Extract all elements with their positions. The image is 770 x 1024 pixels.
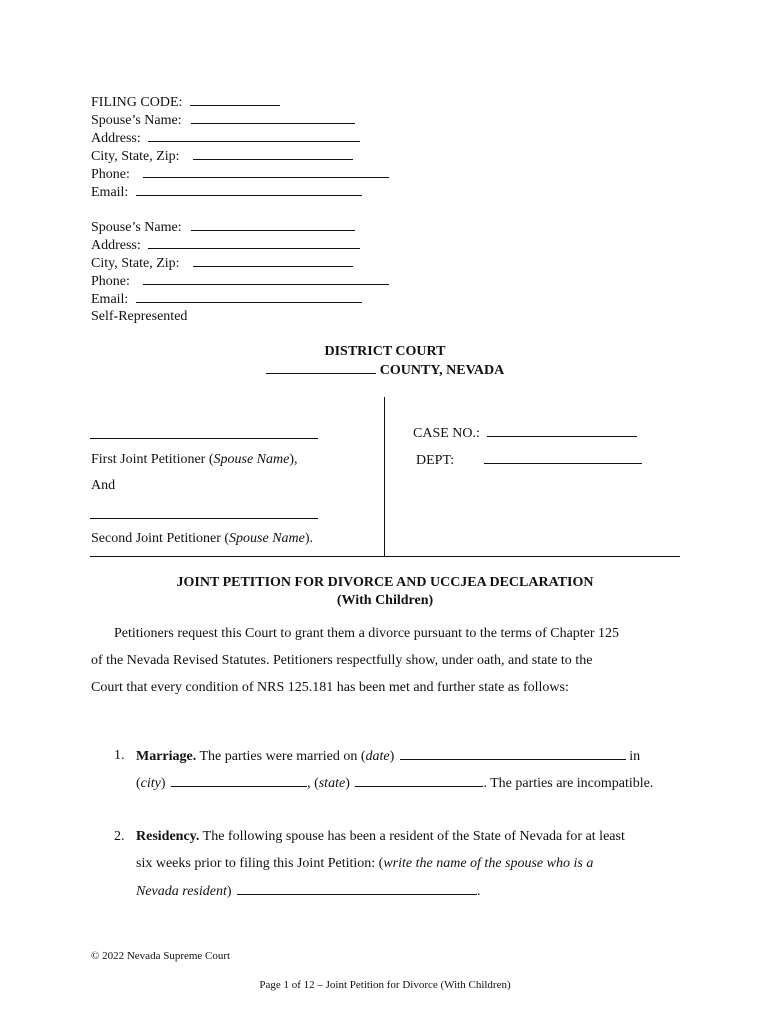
marriage-date-blank[interactable]	[400, 747, 626, 760]
residency-text-2: six weeks prior to filing this Joint Petition: (	[136, 856, 384, 871]
document-subtitle: (With Children)	[336, 593, 434, 608]
dept-line	[416, 451, 642, 470]
spouse1-email-blank[interactable]	[136, 183, 362, 196]
intro-line-2: of the Nevada Revised Statutes. Petitioners respectfully show, under oath, and state to the	[91, 653, 593, 668]
spouse1-city-label: City, State, Zip:	[91, 149, 180, 164]
marriage-state-open: , (	[307, 776, 319, 791]
spouse1-phone-label: Phone:	[91, 167, 130, 182]
marriage-text: The parties were married on (	[199, 749, 366, 764]
spouse1-name-line	[91, 111, 355, 130]
marriage-state-hint: state	[318, 776, 346, 791]
spouse2-name-blank[interactable]	[191, 218, 355, 231]
marriage-city-hint: city	[140, 776, 161, 791]
case-no-label: CASE NO.:	[413, 426, 480, 441]
dept-label: DEPT:	[416, 453, 455, 468]
document-title: JOINT PETITION FOR DIVORCE AND UCCJEA DECLARATION	[176, 575, 594, 590]
residency-line-2	[136, 855, 593, 873]
residency-line-1	[136, 828, 625, 846]
spouse2-city-label: City, State, Zip:	[91, 256, 180, 271]
court-title: DISTRICT COURT	[324, 344, 446, 359]
case-no-blank[interactable]	[487, 424, 637, 437]
first-petitioner-suffix: ),	[289, 452, 298, 467]
county-blank[interactable]	[266, 361, 376, 374]
residency-hint-close: )	[226, 884, 232, 899]
intro-line-1: Petitioners request this Court to grant them a divorce pursuant to the terms of Chapter 125	[114, 626, 620, 641]
spouse1-phone-line	[91, 165, 389, 184]
first-petitioner-label	[91, 451, 298, 469]
spouse1-city-line	[91, 147, 353, 166]
marriage-line-1	[136, 747, 640, 766]
spouse2-city-line	[91, 254, 353, 273]
second-petitioner-blank[interactable]	[90, 518, 318, 519]
court-county-label: COUNTY, NEVADA	[379, 363, 505, 378]
marriage-city-open: (	[136, 776, 141, 791]
self-represented: Self-Represented	[91, 309, 188, 324]
residency-name-blank[interactable]	[237, 882, 477, 895]
second-petitioner-text: Second Joint Petitioner (	[91, 531, 230, 546]
marriage-number: 1.	[114, 748, 125, 763]
marriage-line-2	[136, 774, 653, 793]
filing-code-label: FILING CODE:	[91, 95, 183, 110]
marriage-in-word: in	[629, 749, 641, 764]
caption-divider-vertical	[384, 397, 385, 556]
filing-code-line	[91, 93, 280, 112]
spouse2-phone-blank[interactable]	[143, 272, 389, 285]
caption-divider-horizontal	[90, 556, 680, 557]
spouse1-address-label: Address:	[91, 131, 141, 146]
dept-blank[interactable]	[484, 451, 642, 464]
spouse2-email-label: Email:	[91, 292, 129, 307]
marriage-city-close: )	[160, 776, 166, 791]
first-spouse-name-hint: Spouse Name	[213, 452, 290, 467]
marriage-date-close: )	[389, 749, 395, 764]
marriage-state-close: )	[345, 776, 350, 791]
footer-copyright: © 2022 Nevada Supreme Court	[91, 950, 231, 962]
spouse1-city-blank[interactable]	[193, 147, 353, 160]
residency-heading: Residency.	[136, 829, 200, 844]
spouse2-address-label: Address:	[91, 238, 141, 253]
court-county-line	[0, 361, 770, 380]
spouse2-phone-label: Phone:	[91, 274, 130, 289]
spouse1-name-blank[interactable]	[191, 111, 355, 124]
spouse2-name-label: Spouse’s Name:	[91, 220, 182, 235]
spouse2-city-blank[interactable]	[193, 254, 353, 267]
first-petitioner-text: First Joint Petitioner (	[91, 452, 214, 467]
marriage-incompatible-text: . The parties are incompatible.	[483, 776, 654, 791]
residency-hint-1: write the name of the spouse who is a	[383, 856, 594, 871]
spouse2-address-blank[interactable]	[148, 236, 360, 249]
first-petitioner-blank[interactable]	[90, 438, 318, 439]
footer-page-number: Page 1 of 12 – Joint Petition for Divorce (With Children)	[259, 979, 511, 991]
spouse2-address-line	[91, 236, 360, 255]
residency-line-3	[136, 882, 481, 901]
spouse1-email-label: Email:	[91, 185, 129, 200]
marriage-state-blank[interactable]	[355, 774, 483, 787]
and-label: And	[91, 478, 116, 493]
spouse2-name-line	[91, 218, 355, 237]
second-petitioner-suffix: ).	[304, 531, 314, 546]
second-petitioner-label	[91, 530, 313, 548]
residency-hint-2: Nevada resident	[136, 884, 227, 899]
spouse2-phone-line	[91, 272, 389, 291]
spouse1-address-line	[91, 129, 360, 148]
second-spouse-name-hint: Spouse Name	[229, 531, 305, 546]
case-no-line	[413, 424, 637, 443]
residency-number: 2.	[114, 829, 125, 844]
spouse1-name-label: Spouse’s Name:	[91, 113, 182, 128]
marriage-heading: Marriage.	[136, 749, 197, 764]
marriage-date-hint: date	[365, 749, 390, 764]
spouse2-email-blank[interactable]	[136, 290, 362, 303]
spouse2-email-line	[91, 290, 362, 309]
residency-text-1: The following spouse has been a resident of the State of Nevada for at least	[202, 829, 625, 844]
spouse1-email-line	[91, 183, 362, 202]
marriage-city-blank[interactable]	[171, 774, 307, 787]
residency-period: .	[477, 884, 481, 899]
filing-code-blank[interactable]	[190, 93, 280, 106]
intro-line-3: Court that every condition of NRS 125.181 has been met and further state as follows:	[91, 680, 569, 695]
spouse1-phone-blank[interactable]	[143, 165, 389, 178]
spouse1-address-blank[interactable]	[148, 129, 360, 142]
